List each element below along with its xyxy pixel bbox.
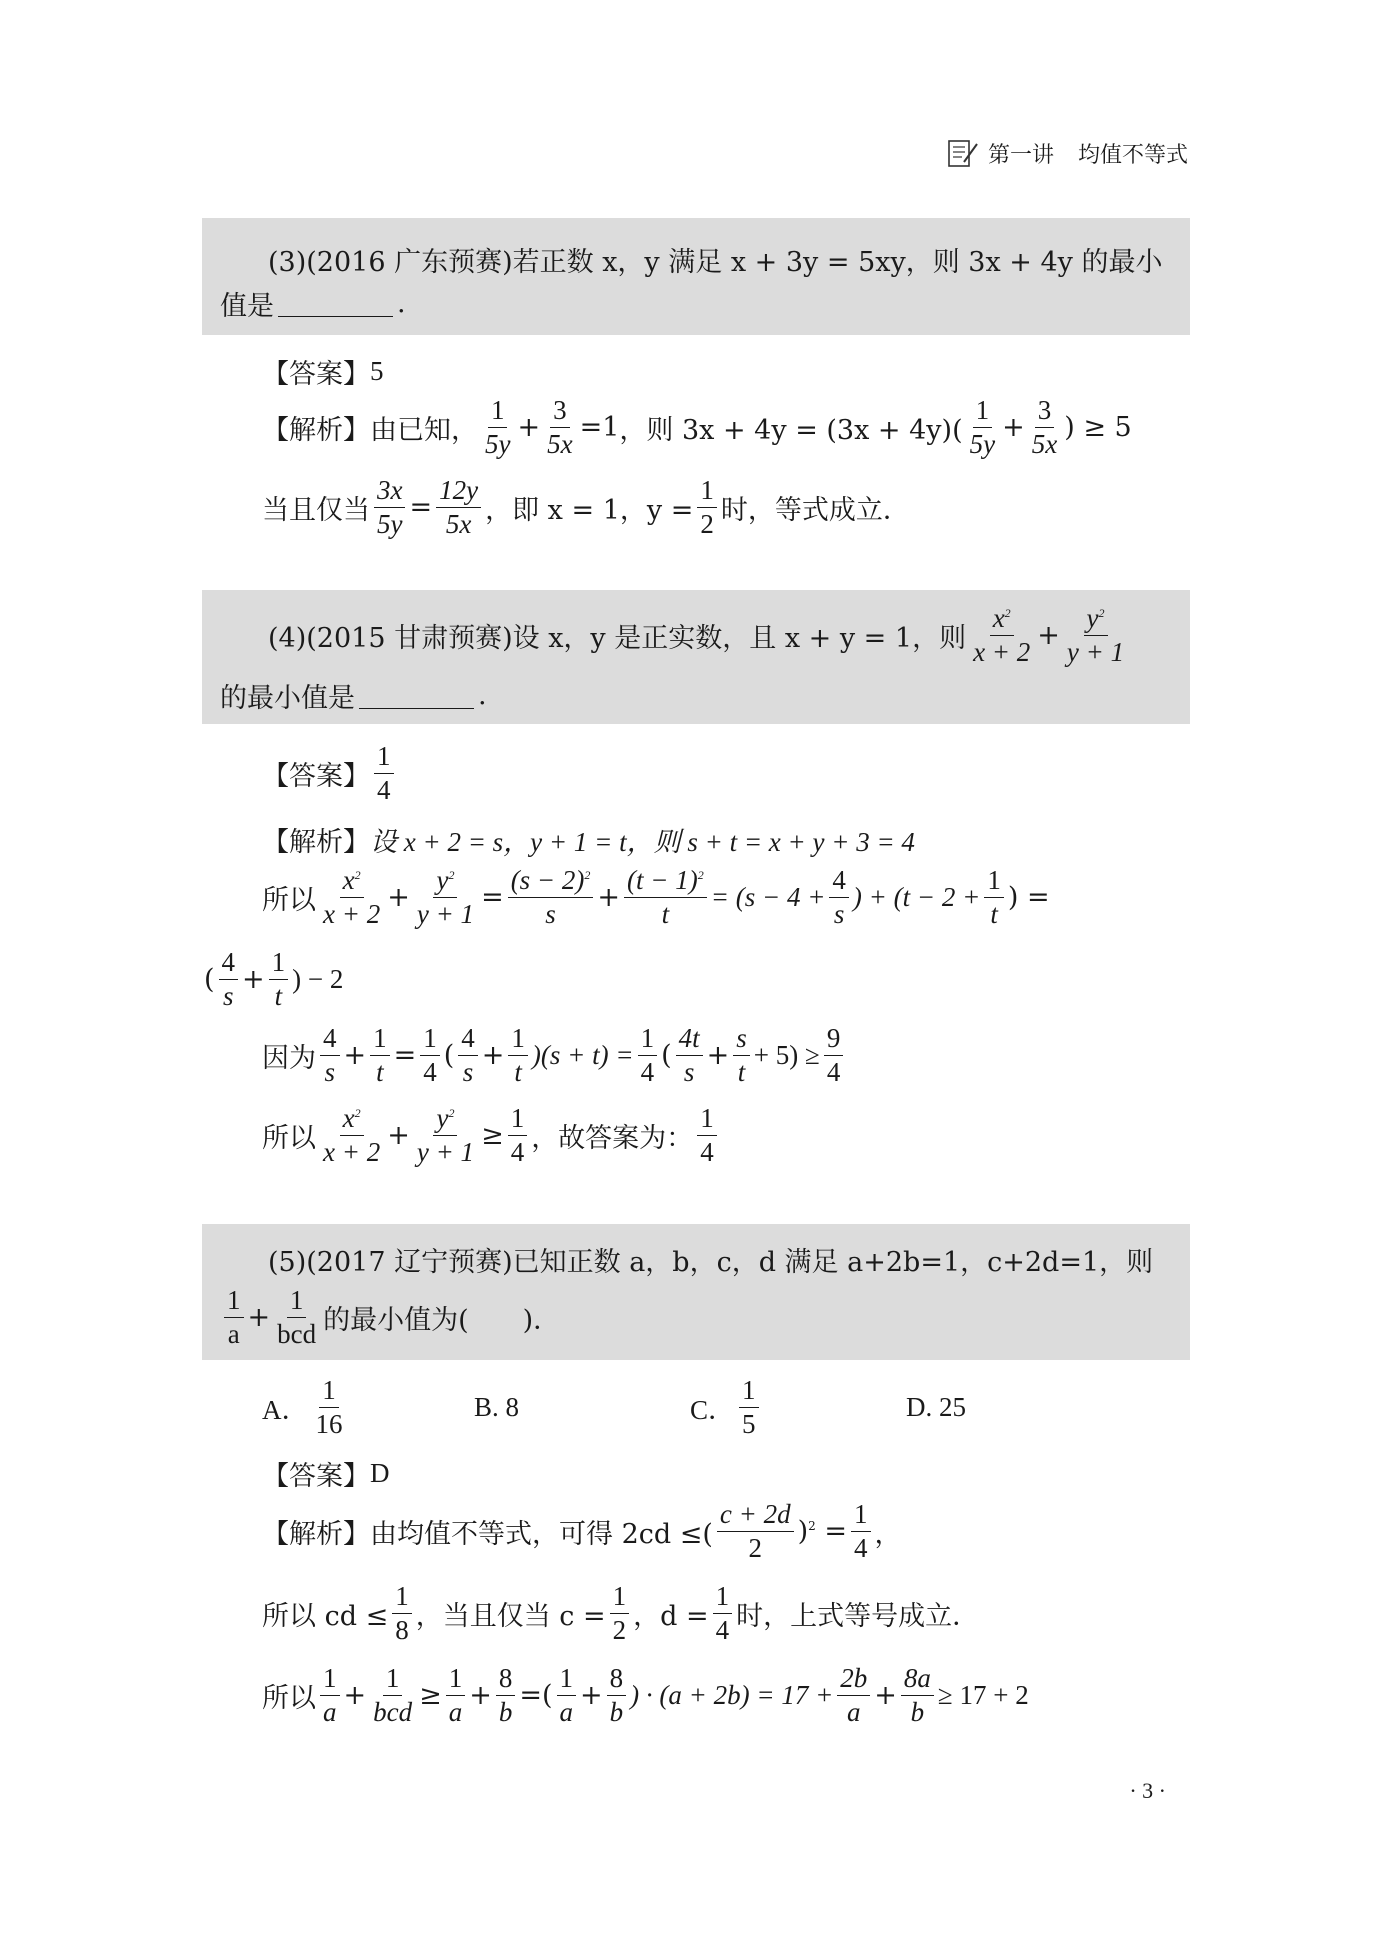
q3-solution-line2: 当且仅当 3x 5y = 12y 5x ，即 x = 1，y = $\frac{1}{2}$ 时，等式成立． xyxy=(262,475,910,539)
q5-options xyxy=(262,1376,966,1439)
q3-answer: 【答案】 5 xyxy=(262,356,384,390)
q4-solution-line5: 所以 $x^2$ x + 2 + $y^2$ y + 1 ≥ 1 4 ，故答案为： 1 4 xyxy=(262,1104,721,1167)
chapter-title: 均值不等式 xyxy=(1077,142,1188,168)
q4-solution-line3: ( 4 s + 1 t ) − 2 xyxy=(204,947,344,1011)
q4-solution-line4: 因为 4 s + 1 t = 1 4 ( 4 s + 1 t )(s + t) = $\frac{1}{4}$ ( 4t s + s t + 5) ≥ $\frac{9}{4}$ xyxy=(262,1024,847,1087)
question-4-box xyxy=(202,590,1190,724)
q3-text-line1: (3)(2016 广东预赛)若正数 x，y 满足 x + 3y = 5xy，则 3x + 4y 的最小 xyxy=(268,247,1163,278)
q3-solution-line1: 【解析】 由已知， 1 5y + 3 5x =1 ，则 3x + 4y = (3x + 4y)( 1 5y + 3 5x ) ≥ 5 xyxy=(262,395,1132,459)
q3-text-line2: 值是 . xyxy=(220,288,406,322)
answer-blank xyxy=(278,290,393,317)
q5-solution-line1: 【解析】 由均值不等式，可得 2cd ≤( c + 2d 2 )$^2$ = $\frac{1}{4}$ ， xyxy=(262,1499,902,1563)
page-number: · 3 · xyxy=(1129,1778,1166,1803)
option-b: B. 8 xyxy=(474,1392,520,1422)
page-header xyxy=(946,136,1188,170)
question-5-box xyxy=(202,1224,1190,1360)
option-d: D. 25 xyxy=(906,1392,966,1422)
q4-text-line2: 的最小值是 . xyxy=(220,680,487,714)
option-a: A． 1 16 xyxy=(262,1375,343,1439)
q5-text-line1: (5)(2017 辽宁预赛)已知正数 a，b，c，d 满足 a+2b=1，c+2d=1，则 xyxy=(268,1247,1154,1278)
question-3-box xyxy=(202,218,1190,335)
q4-solution-line1: 【解析】 设 x + 2 = s，y + 1 = t，则 s + t = x + y + 3 = 4 xyxy=(262,827,915,858)
q4-solution-line2: 所以 $x^2$ x + 2 + $y^2$ y + 1 = $(s - 2)^2$ s + $\frac{(t - 1)^2}{t}$ = (s − 4 + $\frac{4}{s}$ ) + (t − 2 + $\frac{1}{t}$ ) = xyxy=(262,865,1050,929)
q5-answer: 【答案】 D xyxy=(262,1458,390,1492)
option-c: C． 1 5 xyxy=(690,1376,906,1439)
q4-answer: 【答案】 1 4 xyxy=(262,742,398,805)
notebook-pen-icon xyxy=(946,136,980,170)
q5-solution-line3: 所以 1 a + 1 bcd ≥ 1 a + 8 b =( 1 a + 8 b ) · (a + 2b) = 17 + $\frac{2b}{a}$ + $\frac{8a}{b}$ ≥ 17 + 2 xyxy=(262,1663,1029,1727)
chapter-number: 第一讲 xyxy=(987,142,1054,168)
q5-solution-line2: 所以 cd ≤ $\frac{1}{8}$ ，当且仅当 c = $\frac{1}{2}$ ，d = $\frac{1}{4}$ 时，上式等号成立． xyxy=(262,1581,980,1645)
q5-text-line2: 1 a + 1 bcd 的最小值为( )． xyxy=(220,1286,560,1349)
answer-blank xyxy=(359,682,474,709)
q4-text-line1: (4)(2015 甘肃预赛)设 x，y 是正实数，且 x + y = 1，则 $x^2$ x + 2 + $y^2$ y + 1 xyxy=(268,603,1125,667)
